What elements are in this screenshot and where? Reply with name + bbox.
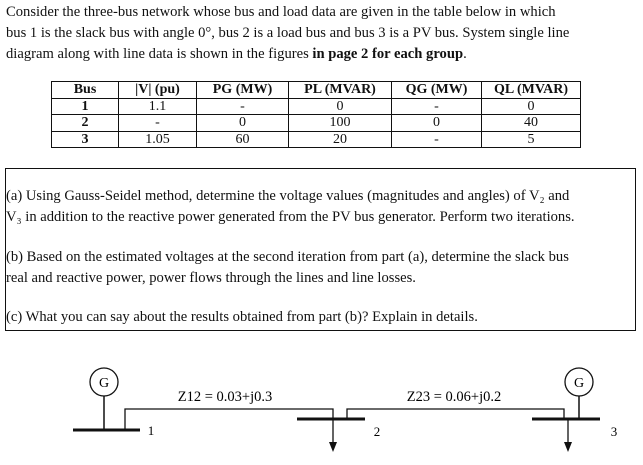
header-ql: QL (MVAR) — [482, 82, 581, 99]
table-row — [52, 131, 581, 148]
question-a-line-2: V₃ in addition to the reactive power generated from the PV bus generator. Perform two iterations. — [6, 209, 575, 225]
z23-label: Z23 = 0.06+j0.2 — [406, 389, 502, 405]
table-header-row — [52, 82, 581, 99]
cell: 5 — [482, 131, 581, 148]
question-b-line-2: real and reactive power, power flows through the lines and line losses. — [6, 270, 416, 286]
question-c-line-1: (c) What you can say about the results obtained from part (b)? Explain in details. — [6, 309, 478, 325]
bus-2-label: 2 — [373, 424, 381, 439]
header-qg: QG (MW) — [392, 82, 482, 99]
load-3-arrow-icon — [564, 442, 572, 452]
cell: 60 — [197, 131, 289, 148]
cell: - — [197, 98, 289, 115]
single-line-diagram — [0, 340, 643, 465]
cell: 1 — [52, 98, 119, 115]
question-b-line-1: (b) Based on the estimated voltages at the second iteration from part (a), determine the slack bus — [6, 249, 569, 265]
line-2-3 — [347, 409, 564, 419]
load-2-arrow-icon — [329, 442, 337, 452]
question-a-line-1: (a) Using Gauss-Seidel method, determine the voltage values (magnitudes and angles) of V₂ and — [6, 188, 570, 204]
cell: 1.05 — [119, 131, 197, 148]
header-bus: Bus — [52, 82, 119, 99]
table-row — [52, 98, 581, 115]
cell: 3 — [52, 131, 119, 148]
cell: 2 — [52, 115, 119, 132]
intro-line-1: Consider the three-bus network whose bus and load data are given in the table below in which — [6, 4, 556, 20]
cell: 0 — [482, 98, 581, 115]
cell: 40 — [482, 115, 581, 132]
cell: 1.1 — [119, 98, 197, 115]
z12-label: Z12 = 0.03+j0.3 — [177, 389, 273, 405]
header-pg: PG (MW) — [197, 82, 289, 99]
intro-line-3 — [6, 44, 636, 65]
table-row — [52, 115, 581, 132]
cell: - — [392, 131, 482, 148]
cell: - — [392, 98, 482, 115]
intro-line-3-bold: in page 2 for each group — [312, 46, 464, 62]
intro-line-3-text: diagram along with line data is shown in the figures — [6, 46, 313, 62]
bus-1-label: 1 — [147, 423, 155, 438]
bus-3-label: 3 — [610, 424, 618, 439]
cell: 100 — [289, 115, 392, 132]
intro-line-3-end: . — [463, 46, 467, 62]
header-v: |V| (pu) — [119, 82, 197, 99]
intro-line-2: bus 1 is the slack bus with angle 0°, bus 2 is a load bus and bus 3 is a PV bus. System single line — [6, 25, 570, 41]
cell: 0 — [289, 98, 392, 115]
cell: 0 — [392, 115, 482, 132]
generator-3-label: G — [573, 376, 585, 391]
cell: - — [119, 115, 197, 132]
cell: 20 — [289, 131, 392, 148]
bus-data-table — [51, 81, 581, 148]
generator-1-label: G — [98, 376, 110, 391]
cell: 0 — [197, 115, 289, 132]
header-pl: PL (MVAR) — [289, 82, 392, 99]
